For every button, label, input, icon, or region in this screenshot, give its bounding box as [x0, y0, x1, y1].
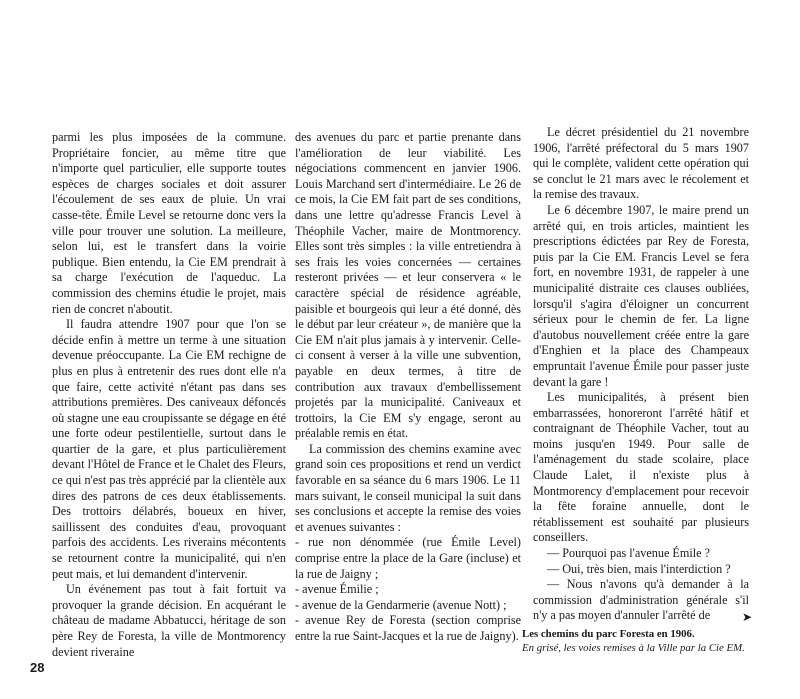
paragraph: Le 6 décembre 1907, le maire prend un arrêté qui, en trois articles, maintient les prescriptions édictées par Rey de Foresta, puis par la Cie EM. Francis Level se fera fort, en novembre 1931, de rappeler à une municipalité distraite ces clauses oubliées, lorsqu'il s'agira d'éloigner un concurrent sérieux pour le chemin de fer. La ligne d'autobus nouvellement créée entre la gare d'Enghien et la place des Champeaux empruntait l'avenue Émile pour passer juste devant la gare ! [533, 202, 749, 389]
paragraph: parmi les plus imposées de la commune. Propriétaire foncier, au même titre que n'importe quel particulier, elle supporte toutes espèces de charges sociales et doit assurer l'écoulement de ses eaux de pluie. Un vrai casse-tête. Émile Level se retourne donc vers la ville pour trouver une solution. La meilleure, selon lui, est le transfert dans la voirie publique. Bien entendu, la Cie EM prendrait à sa charge l'exécution de l'aqueduc. La commission des chemins étudie le projet, mais rien de concret n'aboutit. [52, 130, 286, 316]
paragraph: des avenues du parc et partie prenante dans l'amélioration de leur viabilité. Les négociations commencent en janvier 1906. Louis Marchand sert d'intermédiaire. Le 26 de ce mois, la Cie EM fait part de ses conditions, dans une lettre qu'adresse Francis Level à Théophile Vacher, maire de Montmorency. Elles sont très simples : la ville entretiendra à ses frais les voies concernées — certaines resteront privées — et leur conservera « le caractère spécial de résidence agréable, paisible et bourgeois qui leur a été donné, dès le début par leur créateur », de manière que la Cie EM n'ait plus jamais à y intervenir. Celle-ci consent à verser à la ville une subvention, payable en deux termes, à titre de contribution aux travaux d'embellissement projetés par la municipalité. Caniveaux et trottoirs, la Cie EM s'y engage, seront au préalable remis en état. [295, 130, 521, 441]
dialogue-line: — Nous n'avons qu'à demander à la commission d'administration générale s'il n'y a pas moyen d'annuler l'arrêté de [533, 577, 749, 623]
text-column-3 [533, 125, 749, 624]
paragraph: Les municipalités, à présent bien embarrassées, honoreront l'arrêté hâtif et contraignant de Théophile Vacher, tout au moins jusqu'en 1949. Pour salle de l'aménagement du stade scolaire, place Claude Lalet, il n'existe plus à Montmorency d'emplacement pour recevoir la fête foraine annuelle, dont le rétablissement est souhaité par plusieurs conseillers. [533, 390, 749, 545]
arrow-right-icon: ➤ [742, 610, 753, 624]
list-item: - avenue Émilie ; [295, 582, 379, 597]
dialogue-line: — Pourquoi pas l'avenue Émile ? [547, 546, 710, 561]
page-number: 28 [30, 660, 45, 675]
list-item: - avenue Rey de Foresta (section comprise entre la rue Saint-Jacques et la rue de Jaigny). [295, 613, 521, 643]
paragraph: Il faudra attendre 1907 pour que l'on se décide enfin à mettre un terme à une situation devenue préoccupante. La Cie EM rechigne de plus en plus à entretenir des rues dont elle n'a que faire, cette activité n'étant pas dans ses attributions premières. Des caniveaux défoncés où stagne une eau croupissante se dégage en été une forte odeur pestilentielle, surtout dans le quartier de la gare, et plus particulièrement devant l'Hôtel de France et le Chalet des Fleurs, ce qui n'est pas très apprécié par la clientèle aux dires des patrons de ces deux établissements. Des trottoirs délabrés, boueux en hiver, saillissent des conduites d'eau, provoquant parfois des accidents. Les riverains mécontents se retournent contre la municipalité, qui n'en peut mais, et lui demandent d'intervenir. [52, 317, 286, 581]
list-item: - rue non dénommée (rue Émile Level) comprise entre la place de la Gare (incluse) et la rue de Jaigny ; [295, 535, 521, 581]
dialogue-line: — Oui, très bien, mais l'interdiction ? [547, 561, 731, 576]
figure-caption [522, 628, 762, 655]
text-column-1 [52, 130, 286, 660]
paragraph: La commission des chemins examine avec grand soin ces propositions et rend un verdict favorable en sa séance du 6 mars 1906. Le 11 mars suivant, le conseil municipal la suit dans ses conclusions et accepte la remise des voies et avenues suivantes : [295, 441, 521, 534]
caption-title: Les chemins du parc Foresta en 1906. [522, 628, 695, 640]
paragraph: Le décret présidentiel du 21 novembre 1906, l'arrêté préfectoral du 5 mars 1907 qui le complète, valident cette opération qui se conclut le 21 mars avec le récolement et la remise des travaux. [533, 125, 749, 202]
text-column-2 [295, 130, 521, 645]
caption-subtitle: En grisé, les voies remises à la Ville par la Cie EM. [522, 641, 745, 654]
paragraph: Un événement pas tout à fait fortuit va provoquer la grande décision. En acquérant le château de madame Abbatucci, héritage de son père Rey de Foresta, la ville de Montmorency devient riveraine [52, 582, 286, 659]
list-item: - avenue de la Gendarmerie (avenue Nott) ; [295, 597, 507, 612]
